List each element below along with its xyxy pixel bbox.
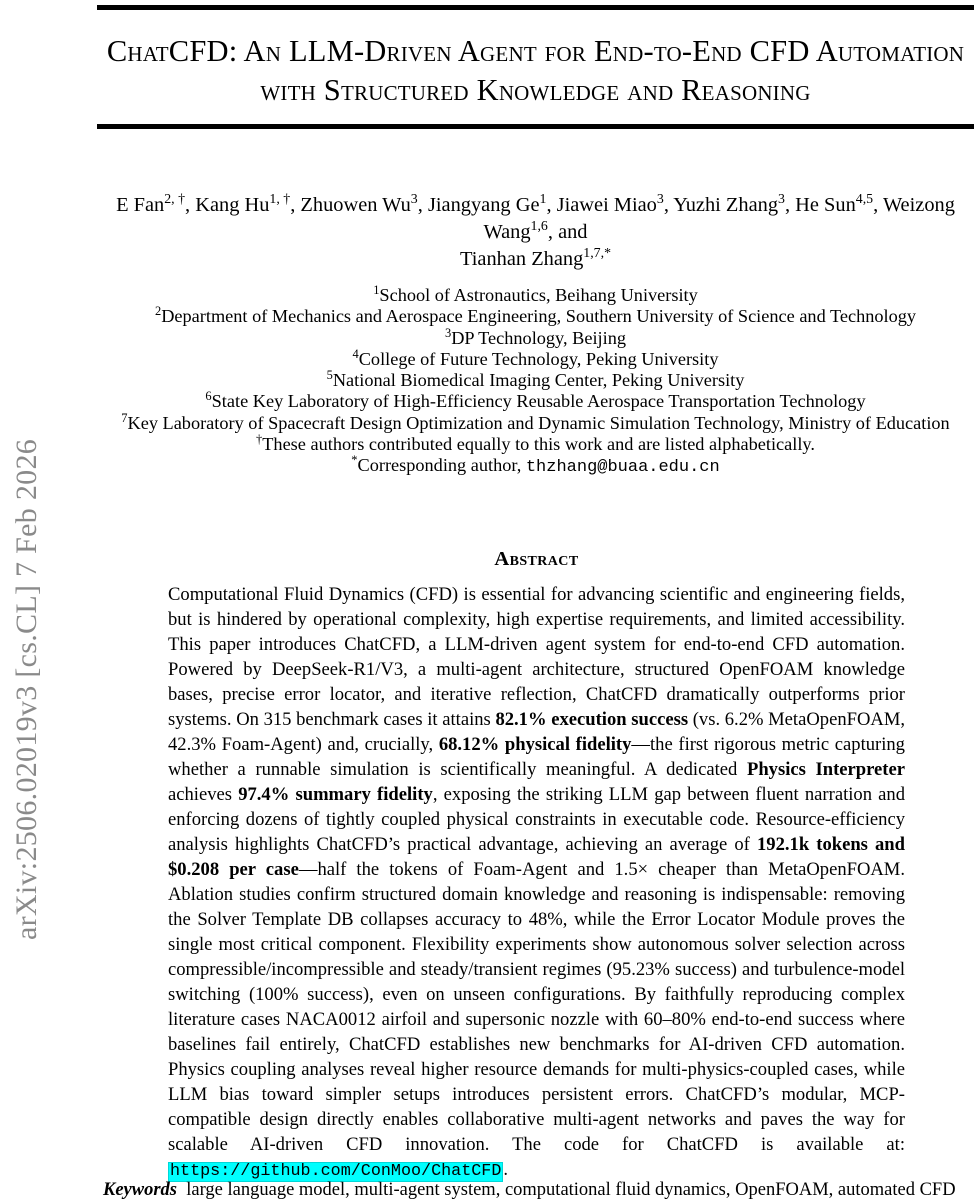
corresponding-author-note [97, 455, 974, 478]
affiliation-marker: 5 [326, 368, 333, 383]
author-entry: Zhuowen Wu$^3$ [300, 192, 418, 216]
author-entry: He Sun$^{4,5}$ [795, 192, 874, 216]
abstract-text: —half the tokens of Foam-Agent and 1.5× cheaper than MetaOpenFOAM. Ablation studies confirm structured domain knowledge and reasoning is indispensable: removing the Solver Template DB collapses accuracy to 48%, while the Error Locator Module proves the single most critical component. Flexibility experiments show autonomous solver selection across compressible/incompressible and steady/transient regimes (95.23% success) and turbulence-model switching (100% success), even on unseen configurations. By faithfully reproducing complex literature cases NACA0012 airfoil and supersonic nozzle with 60–80% end-to-end success where baselines fail entirely, ChatCFD establishes new benchmarks for AI-driven CFD automation. Physics coupling analyses reveal higher resource demands for multi-physics-coupled cases, while LLM bias toward simpler setups introduces persistent errors. ChatCFD’s modular, MCP-compatible design directly enables collaborative multi-agent networks and paves the way for scalable AI-driven CFD innovation. The code for ChatCFD is available at: [168, 859, 905, 1155]
affiliation-item [97, 391, 974, 412]
affiliation-text: National Biomedical Imaging Center, Peking University [332, 370, 745, 391]
author-affiliation-marker: 1 [539, 192, 547, 208]
author-entry: Jiawei Miao$^3$ [556, 192, 664, 216]
author-affiliation-marker: 3 [656, 192, 664, 208]
author-affiliation-marker: 3 [410, 192, 418, 208]
corresponding-author-text: Corresponding author, [357, 455, 526, 476]
paper-page [97, 0, 974, 1200]
corresponding-author-email: thzhang@buaa.edu.cn [525, 458, 720, 478]
affiliation-item [97, 325, 974, 349]
author-affiliation-marker: 1,7,* [583, 246, 611, 262]
abstract-highlight-cost: 192.1k tokens and $0.208 per case [168, 834, 905, 880]
affiliation-marker: 2 [154, 304, 162, 319]
author-affiliation-marker: 1, † [269, 192, 291, 208]
affiliation-item [97, 410, 974, 434]
affiliation-item [97, 306, 974, 327]
affiliation-marker: 3 [445, 325, 452, 340]
author-list: E Fan$^{2, \dagger}$, Kang $Hu^{1, \dagger}$, Zhuowen Wu$^3$, Jiangyang Ge$^1$, Jiawei Miao$^3$, Yuzhi Zhang$^3$, He Sun$^{4,5}$, Weizong Wang$^{1,6}$, and Tianhan Zhang$^{1,7,*}$ [116, 192, 955, 270]
keywords-line [103, 1178, 974, 1202]
dagger-marker: † [256, 431, 263, 446]
arxiv-stamp [0, 0, 60, 1200]
abstract-text: , exposing the striking LLM gap between fluent narration and enforcing dozens of tightly coupled physical constraints in executable code. Resource-efficiency analysis highlights ChatCFD’s practical advantage, achieving an average of [168, 784, 906, 855]
asterisk-marker: * [351, 453, 358, 468]
author-affiliation-marker: 2, † [164, 192, 186, 208]
author-entry: E Fan$^{2, \dagger}$ [116, 192, 186, 216]
github-repo-link[interactable]: https://github.com/ConMoo/ChatCFD [170, 1162, 502, 1181]
abstract-body [168, 582, 905, 1182]
affiliation-marker: 4 [352, 346, 359, 361]
arxiv-stamp-text: arXiv:2506.02019v3 [cs.CL] 7 Feb 2026 [10, 438, 43, 940]
affiliation-text: College of Future Technology, Peking University [358, 348, 719, 369]
abstract-section [168, 548, 905, 1182]
abstract-text: . [503, 1159, 509, 1180]
header-rule-bottom [97, 124, 974, 129]
abstract-heading: Abstract [494, 548, 579, 570]
affiliation-marker: 1 [373, 282, 380, 297]
abstract-highlight-execution-success: 82.1% execution success [495, 709, 689, 730]
affiliation-text: DP Technology, Beijing [451, 327, 626, 348]
abstract-text: achieves [168, 784, 239, 805]
author-entry: Yuzhi Zhang$^3$ [673, 192, 785, 216]
affiliation-item [97, 346, 974, 370]
author-entry: Weizong Wang$^{1,6}$ [483, 194, 955, 243]
equal-contribution-note [97, 431, 974, 455]
equal-contribution-text: These authors contributed equally to this work and are listed alphabetically. [262, 434, 815, 455]
affiliation-marker: 6 [205, 389, 212, 404]
affiliation-marker: 7 [121, 410, 128, 425]
affiliation-item [97, 370, 974, 391]
affiliation-text: State Key Laboratory of High-Efficiency Reusable Aerospace Transportation Technology [211, 391, 866, 412]
affiliation-list [97, 282, 974, 479]
abstract-text: —the first rigorous metric capturing whether a runnable simulation is scientifically meaningful. A dedicated [168, 734, 905, 780]
author-entry: Tianhan Zhang$^{1,7,*}$ [460, 246, 611, 270]
abstract-text: (vs. 6.2% MetaOpenFOAM, 42.3% Foam-Agent) and, crucially, [168, 709, 905, 755]
author-affiliation-marker: 4,5 [855, 192, 874, 208]
author-affiliation-marker: 1,6 [530, 219, 548, 235]
keywords-text: large language model, multi-agent system, computational fluid dynamics, OpenFOAM, automated CFD [186, 1180, 956, 1200]
keywords-label: Keywords [103, 1180, 177, 1200]
affiliation-text: Department of Mechanics and Aerospace Engineering, Southern University of Science and Technology [161, 306, 916, 327]
author-affiliation-marker: 3 [778, 192, 785, 208]
affiliation-text: Key Laboratory of Spacecraft Design Optimization and Dynamic Simulation Technology, Ministry of Education [127, 412, 950, 433]
affiliation-text: School of Astronautics, Beihang University [379, 285, 698, 305]
abstract-text: Computational Fluid Dynamics (CFD) is essential for advancing scientific and engineering fields, but is hindered by operational complexity, high expertise requirements, and limited accessibility. This paper introduces ChatCFD, a LLM-driven agent system for end-to-end CFD automation. Powered by DeepSeek-R1/V3, a multi-agent architecture, structured OpenFOAM knowledge bases, precise error locator, and iterative reflection, ChatCFD dramatically outperforms prior systems. On 315 benchmark cases it attains [168, 584, 905, 730]
abstract-highlight-summary-fidelity: 97.4% summary fidelity [238, 784, 433, 805]
affiliation-item [97, 282, 974, 306]
abstract-highlight-physical-fidelity: 68.12% physical fidelity [438, 734, 632, 755]
page-title: ChatCFD: An LLM-Driven Agent for End-to-End CFD Automation with Structured Knowledge and Reasoning [106, 34, 965, 107]
author-entry: Jiangyang Ge$^1$ [427, 192, 547, 216]
author-list-conjunction: and [558, 221, 588, 243]
title-block [97, 10, 974, 124]
abstract-highlight-physics-interpreter: Physics Interpreter [746, 759, 905, 780]
author-entry: Kang $Hu^{1, \dagger}$ [195, 192, 291, 216]
